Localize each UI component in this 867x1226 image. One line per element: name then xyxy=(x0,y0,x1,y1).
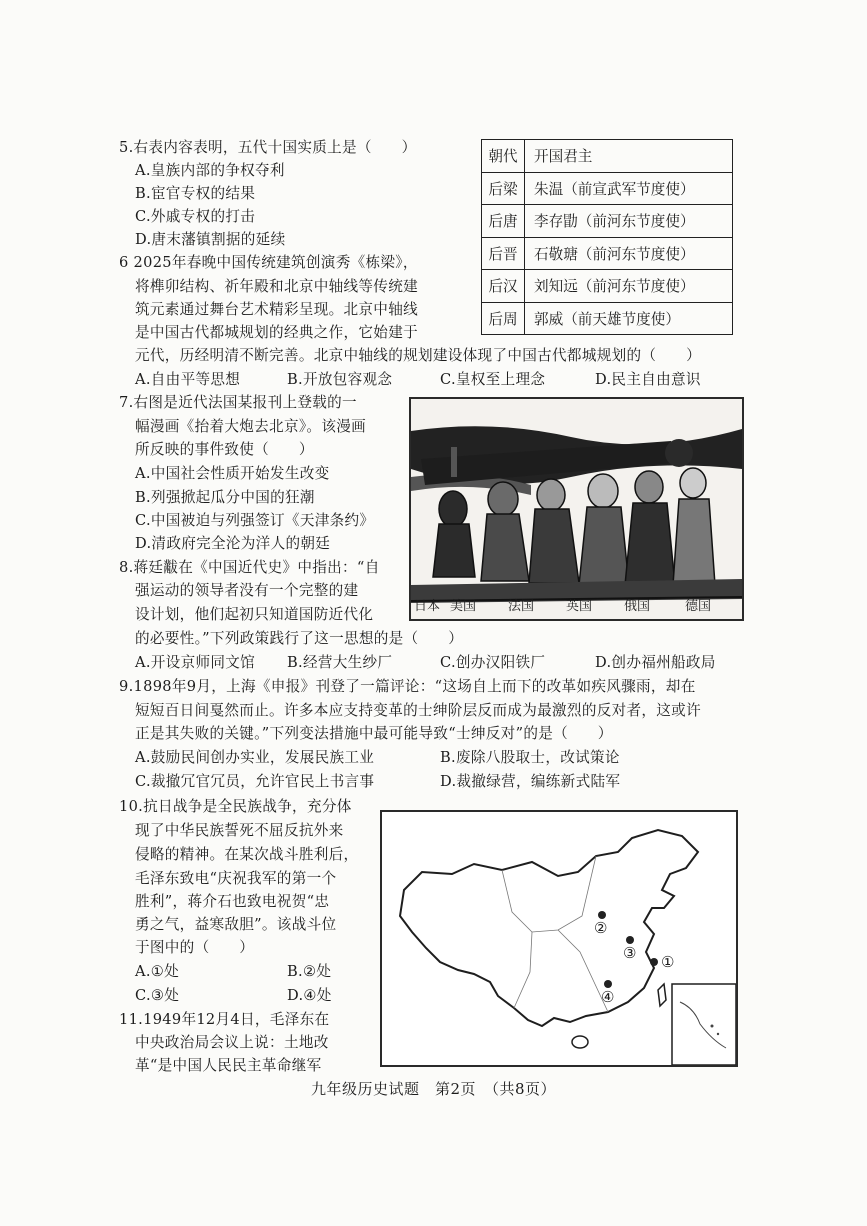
q10-line-1: 10.抗日战争是全民族战争，充分体 xyxy=(119,798,352,815)
q6-line-5: 元代，历经明清不断完善。北京中轴线的规划建设体现了中国古代都城规划的（ ） xyxy=(135,347,701,364)
table-cell-dynasty: 后唐 xyxy=(482,205,525,238)
q6-option-b: B.开放包容观念 xyxy=(287,371,393,388)
china-map-outline xyxy=(382,812,736,1065)
q6-line-4: 是中国古代都城规划的经典之作，它始建于 xyxy=(135,324,418,341)
q6-line-1: 6 2025年春晚中国传统建筑创演秀《栋梁》， xyxy=(119,254,418,271)
map-marker-1: ① xyxy=(661,953,675,971)
table-row xyxy=(482,302,733,335)
q11-line-2: 中央政治局会议上说：土地改 xyxy=(135,1034,329,1051)
q10-line-3: 侵略的精神。在某次战斗胜利后， xyxy=(135,846,359,863)
table-row xyxy=(482,237,733,270)
q10-line-4: 毛泽东致电“庆祝我军的第一个 xyxy=(135,870,337,887)
caption-france: 法国 xyxy=(508,599,535,614)
q5-option-d: D.唐末藩镇割据的延续 xyxy=(135,231,286,248)
q7-line-3: 所反映的事件致使（ ） xyxy=(135,441,314,458)
caption-russia: 俄国 xyxy=(624,599,651,614)
table-header-dynasty: 朝代 xyxy=(482,140,525,173)
table-header-row xyxy=(482,140,733,173)
cartoon-illustration xyxy=(411,399,742,619)
table-cell-founder: 刘知远（前河东节度使） xyxy=(525,270,733,303)
q7-line-2: 幅漫画《抬着大炮去北京》。该漫画 xyxy=(135,418,367,435)
caption-germany: 德国 xyxy=(685,599,712,614)
q10-option-d: D.④处 xyxy=(287,987,332,1004)
china-map xyxy=(380,810,738,1067)
q7-line-1: 7.右图是近代法国某报刊上登载的一 xyxy=(119,394,357,411)
q8-option-d: D.创办福州船政局 xyxy=(595,654,716,671)
dynasty-table xyxy=(481,139,733,335)
q7-option-b: B.列强掀起瓜分中国的狂潮 xyxy=(135,489,315,506)
table-cell-founder: 李存勖（前河东节度使） xyxy=(525,205,733,238)
q8-option-c: C.创办汉阳铁厂 xyxy=(440,654,546,671)
q5-option-b: B.宦官专权的结果 xyxy=(135,185,256,202)
q10-line-6: 勇之气，益寒敌胆”。该战斗位 xyxy=(135,916,337,933)
q8-option-a: A.开设京师同文馆 xyxy=(135,654,256,671)
q10-option-c: C.③处 xyxy=(135,987,180,1004)
q5-stem: 5.右表内容表明，五代十国实质上是（ ） xyxy=(119,139,417,156)
caption-usa: 美国 xyxy=(450,599,477,614)
table-cell-founder: 石敬瑭（前河东节度使） xyxy=(525,237,733,270)
map-marker-3: ③ xyxy=(623,944,637,962)
q8-line-1: 8.蒋廷黻在《中国近代史》中指出：“自 xyxy=(119,559,380,576)
q11-line-3: 革“是中国人民民主革命继军 xyxy=(135,1057,322,1074)
q6-line-2: 将榫卯结构、祈年殿和北京中轴线等传统建 xyxy=(135,278,418,295)
q8-line-3: 设计划，他们起初只知道国防近代化 xyxy=(135,606,374,623)
q7-option-d: D.清政府完全沦为洋人的朝廷 xyxy=(135,535,331,552)
caption-britain: 英国 xyxy=(566,599,593,614)
q9-option-d: D.裁撤绿营，编练新式陆军 xyxy=(440,773,621,790)
q10-line-2: 现了中华民族誓死不屈反抗外来 xyxy=(135,822,344,839)
table-cell-founder: 郭威（前天雄节度使） xyxy=(525,302,733,335)
q9-option-b: B.废除八股取士，改试策论 xyxy=(440,749,620,766)
q5-option-a: A.皇族内部的争权夺利 xyxy=(135,162,285,179)
table-cell-dynasty: 后周 xyxy=(482,302,525,335)
q9-line-2: 短短百日间戛然而止。许多本应支持变革的士绅阶层反而成为最激烈的反对者，这或许 xyxy=(135,702,701,719)
q11-line-1: 11.1949年12月4日，毛泽东在 xyxy=(119,1011,330,1028)
q8-option-b: B.经营大生纱厂 xyxy=(287,654,393,671)
table-header-founder: 开国君主 xyxy=(525,140,733,173)
q10-option-a: A.①处 xyxy=(135,963,180,980)
table-cell-dynasty: 后汉 xyxy=(482,270,525,303)
table-cell-dynasty: 后晋 xyxy=(482,237,525,270)
map-marker-4: ④ xyxy=(601,988,615,1006)
q8-line-4: 的必要性。”下列政策践行了这一思想的是（ ） xyxy=(135,630,464,647)
q9-line-3: 正是其失败的关键。”下列变法措施中最可能导致“士绅反对”的是（ ） xyxy=(135,725,613,742)
q9-option-c: C.裁撤冗官冗员，允许官民上书言事 xyxy=(135,773,375,790)
q9-line-1: 9.1898年9月，上海《申报》刊登了一篇评论：“这场自上而下的改革如疾风骤雨，却在 xyxy=(119,678,696,695)
q8-line-2: 强运动的领导者没有一个完整的建 xyxy=(135,582,359,599)
table-cell-founder: 朱温（前宣武军节度使） xyxy=(525,172,733,205)
page-footer: 九年级历史试题 第2页 （共8页） xyxy=(310,1080,557,1098)
q6-option-c: C.皇权至上理念 xyxy=(440,371,546,388)
table-cell-dynasty: 后梁 xyxy=(482,172,525,205)
q10-option-b: B.②处 xyxy=(287,963,332,980)
cartoon-image xyxy=(409,397,744,621)
q7-option-c: C.中国被迫与列强签订《天津条约》 xyxy=(135,512,375,529)
q9-option-a: A.鼓励民间创办实业，发展民族工业 xyxy=(135,749,375,766)
map-marker-2: ② xyxy=(594,919,608,937)
q5-option-c: C.外戚专权的打击 xyxy=(135,208,256,225)
table-row xyxy=(482,270,733,303)
q6-option-a: A.自由平等思想 xyxy=(135,371,241,388)
table-row xyxy=(482,172,733,205)
q7-option-a: A.中国社会性质开始发生改变 xyxy=(135,465,330,482)
q6-line-3: 筑元素通过舞台艺术精彩呈现。北京中轴线 xyxy=(135,301,418,318)
q10-line-7: 于图中的（ ） xyxy=(135,939,255,956)
q6-option-d: D.民主自由意识 xyxy=(595,371,701,388)
table-row xyxy=(482,205,733,238)
caption-japan: 日本 xyxy=(414,599,441,614)
q10-line-5: 胜利”，蒋介石也致电祝贺“忠 xyxy=(135,893,330,910)
